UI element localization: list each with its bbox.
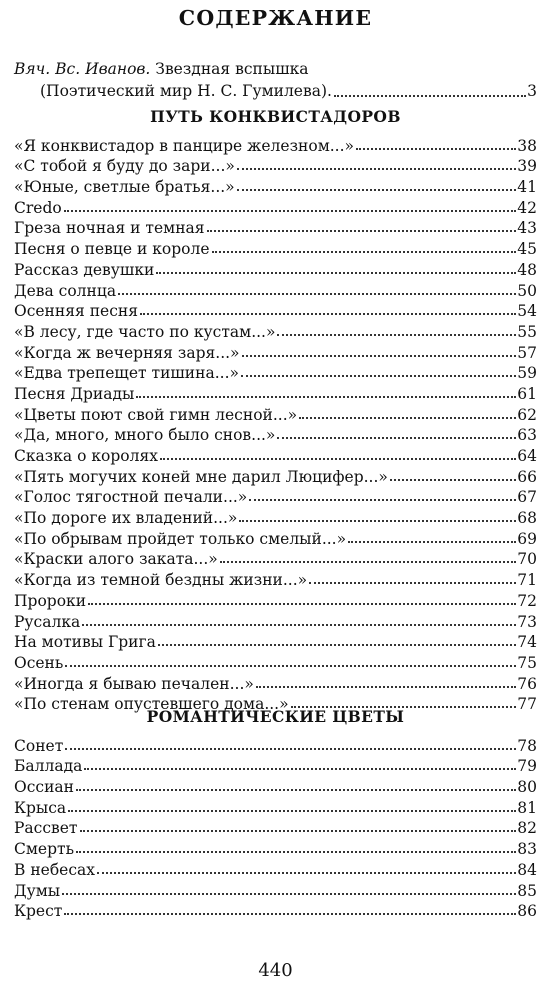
dot-leader bbox=[118, 293, 516, 295]
intro-author: Вяч. Вс. Иванов. bbox=[14, 60, 151, 78]
toc-entry-title: Дева солнца bbox=[14, 281, 117, 300]
toc-entry-title: Греза ночная и темная bbox=[14, 219, 205, 238]
toc-entry-title: «Юные, светлые братья...» bbox=[14, 178, 235, 197]
toc-entry-title: Credo bbox=[14, 198, 62, 217]
dot-leader bbox=[160, 458, 516, 460]
toc-entry-title: Песня Дриады bbox=[14, 384, 135, 403]
toc-entry-page: 81 bbox=[517, 798, 537, 817]
dot-leader bbox=[237, 168, 516, 170]
toc-entry bbox=[14, 175, 537, 196]
toc-list bbox=[14, 734, 537, 920]
toc-entry-title: В небесах bbox=[14, 860, 95, 879]
toc-entry-title: «В лесу, где часто по кустам...» bbox=[14, 322, 276, 341]
toc-entry bbox=[14, 258, 537, 279]
toc-entry-page: 50 bbox=[517, 281, 537, 300]
toc-entry bbox=[14, 465, 537, 486]
dot-leader bbox=[68, 810, 516, 812]
toc-entry-page: 38 bbox=[517, 136, 537, 155]
toc-entry-page: 57 bbox=[517, 343, 537, 362]
toc-entry bbox=[14, 506, 537, 527]
toc-entry bbox=[14, 796, 537, 817]
toc-entry-page: 74 bbox=[517, 633, 537, 652]
toc-entry-page: 67 bbox=[517, 488, 537, 507]
toc-entry-page: 76 bbox=[517, 674, 537, 693]
toc-entry bbox=[14, 424, 537, 445]
dot-leader bbox=[220, 561, 516, 563]
toc-entry bbox=[14, 858, 537, 879]
toc-entry bbox=[14, 320, 537, 341]
toc-entry-page: 42 bbox=[517, 198, 537, 217]
toc-entry-page: 80 bbox=[517, 778, 537, 797]
toc-entry bbox=[14, 300, 537, 321]
toc-entry bbox=[14, 755, 537, 776]
dot-leader bbox=[88, 603, 516, 605]
toc-entry bbox=[14, 134, 537, 155]
dot-leader bbox=[65, 665, 516, 667]
toc-entry bbox=[14, 217, 537, 238]
toc-entry-page: 43 bbox=[517, 219, 537, 238]
toc-entry bbox=[14, 631, 537, 652]
toc-entry-page: 55 bbox=[517, 322, 537, 341]
dot-leader bbox=[64, 913, 516, 915]
toc-entry-page: 83 bbox=[517, 840, 537, 859]
toc-entry-page: 59 bbox=[517, 364, 537, 383]
toc-entry-page: 75 bbox=[517, 653, 537, 672]
toc-entry bbox=[14, 382, 537, 403]
toc-entry-title: Оссиан bbox=[14, 778, 74, 797]
dot-leader bbox=[309, 582, 516, 584]
toc-entry-title: «Краски алого заката...» bbox=[14, 550, 218, 569]
toc-entry-title: «По обрывам пройдет только смелый...» bbox=[14, 529, 347, 548]
dot-leader bbox=[156, 272, 516, 274]
dot-leader bbox=[82, 624, 516, 626]
toc-entry-page: 79 bbox=[517, 757, 537, 776]
toc-entry bbox=[14, 610, 537, 631]
toc-entry bbox=[14, 817, 537, 838]
toc-entry-page: 69 bbox=[517, 529, 537, 548]
dot-leader bbox=[80, 830, 517, 832]
toc-entry-title: Сказка о королях bbox=[14, 447, 158, 465]
dot-leader bbox=[84, 768, 516, 770]
dot-leader bbox=[256, 686, 516, 688]
dot-leader bbox=[249, 499, 516, 501]
dot-leader bbox=[76, 789, 516, 791]
toc-entry-title: «По дороге их владений...» bbox=[14, 509, 238, 528]
toc-entry-page: 48 bbox=[517, 260, 537, 279]
toc-entry-title: «Иногда я бываю печален...» bbox=[14, 674, 254, 693]
toc-entry-title: «С тобой я буду до зари...» bbox=[14, 157, 235, 176]
toc-entry bbox=[14, 734, 537, 755]
intro-line-1 bbox=[14, 58, 537, 80]
dot-leader bbox=[239, 520, 516, 522]
dot-leader bbox=[158, 644, 516, 646]
dot-leader bbox=[237, 189, 517, 191]
toc-entry bbox=[14, 672, 537, 693]
intro-title-line-1: Звездная вспышка bbox=[155, 60, 309, 78]
toc-entry-page: 39 bbox=[517, 157, 537, 176]
intro-page: 3 bbox=[527, 82, 537, 100]
toc-entry bbox=[14, 879, 537, 900]
dot-leader bbox=[212, 251, 517, 253]
toc-entry-title: Думы bbox=[14, 881, 61, 900]
toc-entry-title: Крыса bbox=[14, 798, 67, 817]
toc-entry-page: 62 bbox=[517, 405, 537, 424]
toc-list bbox=[14, 134, 537, 713]
toc-entry-title: Песня о певце и короле bbox=[14, 240, 210, 259]
toc-entry bbox=[14, 527, 537, 548]
page-number: 440 bbox=[258, 960, 293, 981]
toc-entry-page: 63 bbox=[517, 426, 537, 445]
dot-leader bbox=[334, 95, 526, 97]
toc-entry-title: Русалка bbox=[14, 612, 81, 631]
intro-entry bbox=[14, 58, 537, 102]
dot-leader bbox=[299, 417, 516, 419]
toc-entry-title: «Когда ж вечерняя заря...» bbox=[14, 343, 240, 362]
toc-entry-page: 84 bbox=[517, 860, 537, 879]
toc-entry-page: 86 bbox=[517, 902, 537, 921]
toc-entry bbox=[14, 155, 537, 176]
intro-line-2 bbox=[14, 80, 537, 102]
toc-entry-title: Осенняя песня bbox=[14, 302, 138, 321]
toc-entry-title: Баллада bbox=[14, 757, 83, 776]
page-title: СОДЕРЖАНИЕ bbox=[178, 6, 373, 30]
dot-leader bbox=[390, 479, 516, 481]
toc-entry bbox=[14, 486, 537, 507]
toc-entry-title: «Цветы поют свой гимн лесной...» bbox=[14, 405, 298, 424]
toc-entry bbox=[14, 568, 537, 589]
dot-leader bbox=[62, 893, 516, 895]
dot-leader bbox=[136, 396, 516, 398]
toc-entry-title: Сонет bbox=[14, 736, 64, 755]
toc-entry bbox=[14, 837, 537, 858]
toc-entry-title: «Голос тягостной печали...» bbox=[14, 488, 248, 507]
dot-leader bbox=[348, 541, 516, 543]
toc-entry bbox=[14, 403, 537, 424]
toc-entry bbox=[14, 362, 537, 383]
toc-entry-page: 85 bbox=[517, 881, 537, 900]
toc-entry-page: 64 bbox=[517, 447, 537, 465]
toc-entry-page: 66 bbox=[517, 467, 537, 486]
toc-entry-page: 72 bbox=[517, 591, 537, 610]
dot-leader bbox=[65, 748, 516, 750]
toc-entry-page: 61 bbox=[517, 384, 537, 403]
dot-leader bbox=[76, 851, 516, 853]
toc-entry-title: «Пять могучих коней мне дарил Люцифер...» bbox=[14, 467, 388, 486]
toc-entry-title: Крест bbox=[14, 902, 63, 921]
toc-entry bbox=[14, 341, 537, 362]
toc-entry-title: «Когда из темной бездны жизни...» bbox=[14, 571, 308, 590]
toc-entry bbox=[14, 279, 537, 300]
toc-entry-title: Рассвет bbox=[14, 819, 78, 838]
toc-entry-page: 68 bbox=[517, 509, 537, 528]
toc-entry bbox=[14, 775, 537, 796]
toc-entry-title: «Да, много, много было снов...» bbox=[14, 426, 276, 445]
section-title: РОМАНТИЧЕСКИЕ ЦВЕТЫ bbox=[146, 707, 405, 726]
toc-entry-title: Смерть bbox=[14, 840, 75, 859]
toc-entry-page: 77 bbox=[517, 695, 537, 714]
toc-entry-title: На мотивы Грига bbox=[14, 633, 156, 652]
toc-entry-page: 70 bbox=[517, 550, 537, 569]
toc-entry-page: 41 bbox=[517, 178, 537, 197]
toc-entry bbox=[14, 444, 537, 465]
dot-leader bbox=[277, 437, 516, 439]
toc-entry-page: 82 bbox=[517, 819, 537, 838]
toc-entry bbox=[14, 548, 537, 569]
dot-leader bbox=[277, 334, 516, 336]
toc-entry bbox=[14, 196, 537, 217]
toc-entry-page: 73 bbox=[517, 612, 537, 631]
dot-leader bbox=[97, 872, 516, 874]
intro-title-line-2: (Поэтический мир Н. С. Гумилева). bbox=[40, 82, 332, 100]
toc-entry bbox=[14, 237, 537, 258]
dot-leader bbox=[241, 375, 516, 377]
toc-entry-page: 78 bbox=[517, 736, 537, 755]
dot-leader bbox=[356, 148, 516, 150]
dot-leader bbox=[207, 230, 517, 232]
toc-entry-title: «Я конквистадор в панцире железном...» bbox=[14, 136, 355, 155]
toc-entry-page: 54 bbox=[517, 302, 537, 321]
toc-entry-title: «По стенам опустевшего дома...» bbox=[14, 695, 289, 714]
toc-entry bbox=[14, 651, 537, 672]
toc-entry-page: 45 bbox=[517, 240, 537, 259]
toc-entry bbox=[14, 900, 537, 921]
toc-entry-page: 71 bbox=[517, 571, 537, 590]
dot-leader bbox=[140, 313, 516, 315]
toc-entry-title: Рассказ девушки bbox=[14, 260, 155, 279]
toc-entry-title: Осень bbox=[14, 653, 64, 672]
dot-leader bbox=[64, 210, 517, 212]
section-title: ПУТЬ КОНКВИСТАДОРОВ bbox=[150, 107, 401, 126]
toc-entry-title: «Едва трепещет тишина...» bbox=[14, 364, 239, 383]
toc-entry bbox=[14, 589, 537, 610]
toc-entry-title: Пророки bbox=[14, 591, 87, 610]
dot-leader bbox=[242, 355, 517, 357]
